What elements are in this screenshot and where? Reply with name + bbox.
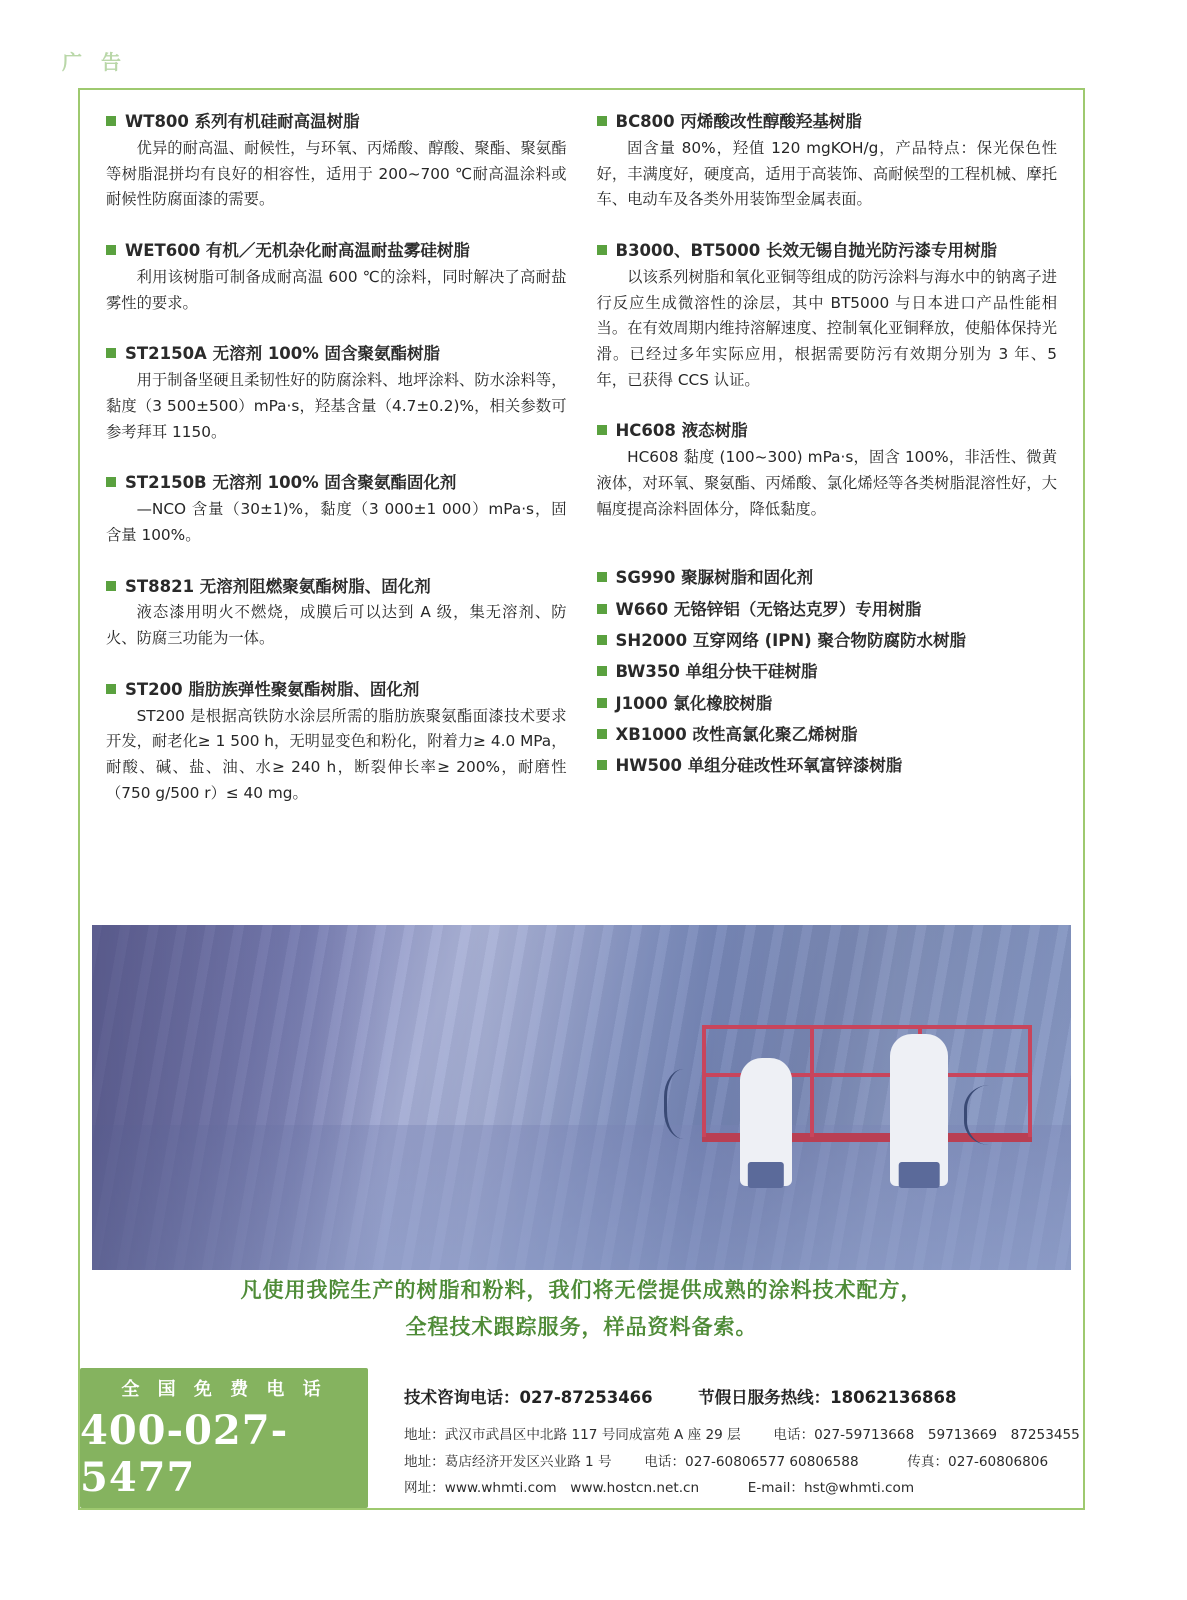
product-item (597, 110, 1058, 213)
list-item: J1000 氯化橡胶树脂 (597, 688, 1058, 719)
product-heading: WET600 有机／无机杂化耐高温耐盐雾硅树脂 (106, 239, 567, 263)
toll-free-number: 400-027-5477 (80, 1407, 289, 1501)
spray-hose (964, 1085, 1027, 1145)
product-heading: HC608 液态树脂 (597, 419, 1058, 443)
product-item (106, 110, 567, 213)
product-heading: ST200 脂肪族弹性聚氨酯树脂、固化剂 (106, 678, 567, 702)
email[interactable]: E-mail：hst@whmti.com (747, 1480, 915, 1496)
list-item: SH2000 互穿网络 (IPN) 聚合物防腐防水树脂 (597, 625, 1058, 656)
list-item: HW500 单组分硅改性环氧富锌漆树脂 (597, 750, 1058, 781)
photo-shadow (92, 925, 386, 1270)
footer (80, 1368, 1083, 1508)
list-item: SG990 聚脲树脂和固化剂 (597, 562, 1058, 593)
product-item (597, 239, 1058, 393)
two-column-layout (80, 90, 1083, 807)
product-body: 以该系列树脂和氧化亚铜等组成的防污涂料与海水中的钠离子进行反应生成微溶性的涂层，其中 BT5000 与日本进口产品性能相当。在有效周期内维持溶解速度、控制氧化亚铜释放，使船体保持光滑。已经过多年实际应用，根据需要防污有效期分别为 3 年、5 年，已获得 CCS 认证。 (596, 267, 1057, 389)
product-body: HC608 黏度 (100~300) mPa·s，固含 100%，非活性、微黄液体，对环氧、聚氨酯、丙烯酸、氯化烯烃等各类树脂混溶性好，大幅度提高涂料固体分，降低黏度。 (596, 448, 1057, 518)
product-heading: ST2150A 无溶剂 100% 固含聚氨酯树脂 (106, 342, 567, 366)
product-body: 优异的耐高温、耐候性，与环氧、丙烯酸、醇酸、聚酯、聚氨酯等树脂混拼均有良好的相容性，适用于 200~700 ℃耐高温涂料或耐候性防腐面漆的需要。 (106, 138, 567, 209)
platform-post (1028, 1025, 1032, 1137)
website[interactable]: 网址：www.whmti.com www.hostcn.net.cn (404, 1480, 700, 1496)
address-1: 地址：武汉市武昌区中北路 117 号同成富苑 A 座 29 层 (404, 1427, 741, 1443)
address-2: 地址：葛店经济开发区兴业路 1 号 (404, 1453, 612, 1470)
address-row-2 (404, 1449, 1083, 1476)
spray-hose (664, 1069, 713, 1139)
holiday-hotline: 节假日服务热线：18062136868 (698, 1388, 957, 1407)
product-item (106, 678, 567, 807)
product-body: 用于制备坚硬且柔韧性好的防腐涂料、地坪涂料、防水涂料等，黏度（3 500±500）mPa·s，羟基含量（4.7±0.2)%，相关参数可参考拜耳 1150。 (106, 371, 567, 441)
ship-hull-painting-photo (92, 925, 1071, 1270)
slogan-line-1: 凡使用我院生产的树脂和粉料，我们将无偿提供成熟的涂料技术配方， (240, 1277, 923, 1302)
worker-figure (740, 1058, 792, 1186)
slogan (92, 1272, 1071, 1346)
product-content (80, 90, 1083, 807)
slogan-line-2: 全程技术跟踪服务，样品资料备索。 (405, 1313, 758, 1339)
product-heading: WT800 系列有机硅耐高温树脂 (106, 110, 567, 134)
web-row (404, 1475, 1083, 1502)
hotline-row (404, 1384, 1083, 1408)
platform-rail-top (702, 1025, 1032, 1029)
product-body: 液态漆用明火不燃烧，成膜后可以达到 A 级，集无溶剂、防火、防腐三功能为一体。 (106, 603, 567, 648)
list-item: BW350 单组分快干硅树脂 (597, 656, 1058, 687)
product-body: ST200 是根据高铁防水涂层所需的脂肪族聚氨酯面漆技术要求开发，耐老化≥ 1 500 h，无明显变色和粉化，附着力≥ 4.0 MPa，耐酸、碱、盐、油、水≥ 240 h，断裂伸长率≥ 200%，耐磨性（750 g/500 r）≤ 40 mg。 (106, 706, 567, 802)
worker-figure (890, 1034, 948, 1186)
product-item (106, 342, 567, 445)
product-heading: BC800 丙烯酸改性醇酸羟基树脂 (597, 110, 1058, 134)
address-2-tel: 电话：027-60806577 60806588 (644, 1453, 859, 1470)
consult-phone: 技术咨询电话：027-87253466 (404, 1388, 653, 1407)
toll-free-block (80, 1368, 368, 1508)
product-heading: B3000、BT5000 长效无锡自抛光防污漆专用树脂 (597, 239, 1058, 263)
address-2-fax: 传真：027-60806806 (907, 1453, 1049, 1470)
product-heading: ST2150B 无溶剂 100% 固含聚氨酯固化剂 (106, 471, 567, 495)
product-body: 利用该树脂可制备成耐高温 600 ℃的涂料，同时解决了高耐盐雾性的要求。 (106, 267, 567, 312)
right-column (597, 110, 1058, 807)
left-column (106, 110, 567, 807)
product-item (106, 471, 567, 548)
product-body: —NCO 含量（30±1)%，黏度（3 000±1 000）mPa·s，固含量 100%。 (106, 500, 567, 544)
ad-label: 广 告 (62, 50, 127, 74)
list-item: W660 无铬锌铝（无铬达克罗）专用树脂 (597, 594, 1058, 625)
contact-block (368, 1368, 1083, 1508)
address-row-1 (404, 1422, 1083, 1449)
toll-free-label: 全 国 免 费 电 话 (121, 1379, 327, 1400)
address-1-tel: 电话：027-59713668 59713669 87253455 (773, 1427, 1080, 1443)
product-item (597, 419, 1058, 522)
list-item: XB1000 改性高氯化聚乙烯树脂 (597, 719, 1058, 750)
product-short-list (597, 562, 1058, 781)
product-body: 固含量 80%，羟值 120 mgKOH/g，产品特点：保光保色性好，丰满度好，硬度高，适用于高装饰、高耐候型的工程机械、摩托车、电动车及各类外用装饰型金属表面。 (596, 138, 1057, 209)
work-platform (702, 1025, 1032, 1195)
product-item (106, 575, 567, 652)
product-heading: ST8821 无溶剂阻燃聚氨酯树脂、固化剂 (106, 575, 567, 599)
platform-post (810, 1025, 814, 1137)
product-item (106, 239, 567, 316)
